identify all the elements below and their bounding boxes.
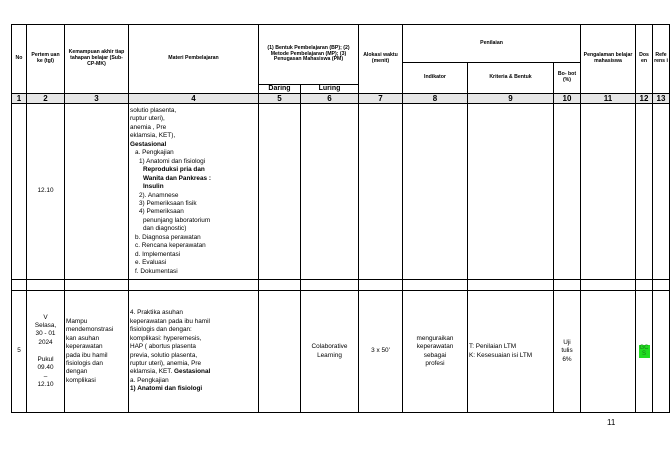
- materi-line: dan diagnostic): [143, 225, 187, 233]
- bobot-line: Uji: [563, 338, 571, 346]
- rps-table: [11, 24, 670, 413]
- indikator-line: menguraikan: [416, 334, 454, 342]
- pertemuan-line: Selasa,: [34, 321, 57, 329]
- kriteria-line: K: Kesesuaian isi LTM: [469, 351, 533, 359]
- table-row-continued: [12, 104, 670, 280]
- materi-line: keperawatan pada ibu hamil: [130, 317, 210, 325]
- cell-indikator: [403, 291, 468, 413]
- header-kriteria: Kriteria & Bentuk: [468, 63, 554, 94]
- cell-daring: [259, 104, 301, 280]
- col-number: 2: [27, 94, 65, 104]
- header-referensi: Refe rens i: [653, 25, 670, 94]
- materi-line: a. Pengkajian: [130, 376, 169, 384]
- header-pengalaman: Pengalaman belajar mahasiswa: [581, 25, 636, 94]
- materi-line: f. Dokumentasi: [135, 267, 178, 275]
- header-penilaian: Penilaian: [403, 25, 581, 63]
- materi-line: 3) Pemeriksaan fisik: [139, 200, 197, 207]
- col-number: 9: [468, 94, 554, 104]
- cell-luring: [301, 104, 359, 280]
- col-number: 12: [636, 94, 653, 104]
- materi-line: c. Rencana keperawatan: [135, 242, 206, 250]
- pertemuan-line: [28, 347, 63, 355]
- cell-dosen: [636, 104, 653, 280]
- materi-line: solutio plasenta,: [130, 107, 177, 115]
- materi-line: e. Evaluasi: [135, 259, 167, 267]
- dosen-code-highlight: [639, 345, 650, 358]
- indikator-line: keperawatan: [416, 343, 454, 351]
- col-number: 8: [403, 94, 468, 104]
- materi-line: anemia , Pre: [130, 123, 167, 131]
- kemampuan-line: pada ibu hamil: [66, 351, 108, 359]
- cell-luring: [301, 291, 359, 413]
- col-number: 4: [129, 94, 259, 104]
- materi-line: Insulin: [143, 183, 164, 191]
- cell-pertemuan: 12.10: [27, 104, 65, 280]
- dosen-code-line: GC: [639, 344, 649, 351]
- indikator-line: profesi: [425, 360, 445, 367]
- col-number: 11: [581, 94, 636, 104]
- header-alokasi: Alokasi waktu (menit): [359, 25, 403, 94]
- indikator-line: sebagai: [423, 351, 447, 359]
- kemampuan-line: keperawatan: [66, 343, 103, 351]
- header-pertemuan: Pertem uan ke (tgl): [27, 25, 65, 94]
- materi-line: 1) Anatomi dan fisiologi: [139, 157, 206, 165]
- column-number-row: [12, 94, 670, 104]
- cell-referensi: [653, 104, 670, 280]
- materi-line: ruptur uteri),: [130, 115, 165, 123]
- cell-no: [12, 104, 27, 280]
- header-metode: (1) Bentuk Pembelajaran (BP); (2) Metode Pembelajaran (MP); (3) Penugasan Mahasiswa (PM): [259, 25, 359, 85]
- col-number: 13: [653, 94, 670, 104]
- cell-referensi: [653, 291, 670, 413]
- pertemuan-line: Pukul: [37, 355, 54, 363]
- kriteria-line: T: Penilaian LTM: [469, 343, 517, 351]
- cell-pengalaman: [581, 291, 636, 413]
- cell-indikator: [403, 104, 468, 280]
- materi-line: komplikasi: hyperemesis,: [130, 334, 202, 342]
- kemampuan-line: kan asuhan: [66, 334, 100, 342]
- col-number: 5: [259, 94, 301, 104]
- col-number: 7: [359, 94, 403, 104]
- col-number: 3: [65, 94, 129, 104]
- materi-line: 2). Anamnese: [139, 191, 179, 199]
- dosen-code-line: S: [641, 351, 646, 358]
- header-materi: Materi Pembelajaran: [129, 25, 259, 94]
- table-row-5: [12, 291, 670, 413]
- cell-materi: [129, 104, 259, 280]
- luring-line: Learning: [317, 351, 342, 359]
- materi-line: eklamsia, KET),: [130, 132, 176, 140]
- pertemuan-line: 2024: [38, 338, 53, 346]
- materi-line: b. Diagnosa perawatan: [135, 233, 201, 241]
- col-number: 6: [301, 94, 359, 104]
- header-kemampuan: Kemampuan akhir tiap tahapan belajar (Sub-CP-MK): [65, 25, 129, 94]
- materi-line: Reproduksi pria dan: [143, 166, 205, 174]
- header-luring: Luring: [301, 85, 359, 94]
- cell-materi: [129, 291, 259, 413]
- cell-alokasi: [359, 104, 403, 280]
- kemampuan-line: komplikasi: [66, 376, 96, 384]
- pertemuan-line: 09.40: [37, 364, 54, 372]
- materi-line: previa, solutio plasenta,: [130, 351, 198, 359]
- materi-line: 4) Pemeriksaan: [139, 208, 184, 216]
- materi-line: 4. Praktika asuhan: [130, 309, 183, 317]
- kemampuan-line: Mampu: [66, 317, 88, 325]
- cell-kemampuan: [65, 104, 129, 280]
- header-indikator: Indikator: [403, 63, 468, 94]
- kemampuan-line: dengan: [66, 368, 88, 376]
- materi-line: d. Implementasi: [135, 250, 181, 258]
- cell-kriteria: [468, 104, 554, 280]
- row-gap: [12, 280, 670, 291]
- pertemuan-line: 12.10: [37, 381, 54, 389]
- cell-kriteria: [468, 291, 554, 413]
- cell-daring: [259, 291, 301, 413]
- materi-line: Wanita dan Pankreas :: [143, 174, 211, 182]
- luring-line: Colaborative: [311, 343, 348, 351]
- kemampuan-line: mendemonstrasi: [66, 326, 114, 334]
- header-dosen: Dos en: [636, 25, 653, 94]
- bobot-line: 6%: [562, 355, 572, 363]
- cell-no: 5: [12, 291, 27, 413]
- cell-bobot: [554, 291, 581, 413]
- page-number: 11: [607, 418, 616, 427]
- materi-line: a. Pengkajian: [135, 149, 174, 157]
- pertemuan-line: –: [43, 372, 48, 380]
- col-number: 1: [12, 94, 27, 104]
- cell-bobot: [554, 104, 581, 280]
- bobot-line: tulis: [561, 347, 573, 355]
- materi-line: Gestasional: [130, 140, 167, 148]
- cell-pertemuan: [27, 291, 65, 413]
- header-bobot: Bo- bot (%): [554, 63, 581, 94]
- header-no: No: [12, 25, 27, 94]
- kemampuan-line: fisiologis dan: [66, 360, 103, 367]
- pertemuan-line: 30 - 01: [35, 330, 56, 338]
- materi-line: penunjang laboratorium: [143, 216, 211, 224]
- materi-line: HAP ( abortus plasenta: [130, 343, 196, 351]
- header-daring: Daring: [259, 85, 301, 94]
- materi-line: fisiologis dan dengan:: [130, 326, 192, 334]
- cell-kemampuan: [65, 291, 129, 413]
- cell-pengalaman: [581, 104, 636, 280]
- cell-dosen: [636, 291, 653, 413]
- materi-line: ruptur uteri), anemia, Pre: [130, 360, 202, 367]
- materi-line: eklamsia, KET. Gestasional: [130, 368, 211, 376]
- cell-alokasi: 3 x 50': [359, 291, 403, 413]
- materi-line: 1) Anatomi dan fisiologi: [130, 385, 203, 393]
- pertemuan-line: V: [43, 313, 48, 321]
- col-number: 10: [554, 94, 581, 104]
